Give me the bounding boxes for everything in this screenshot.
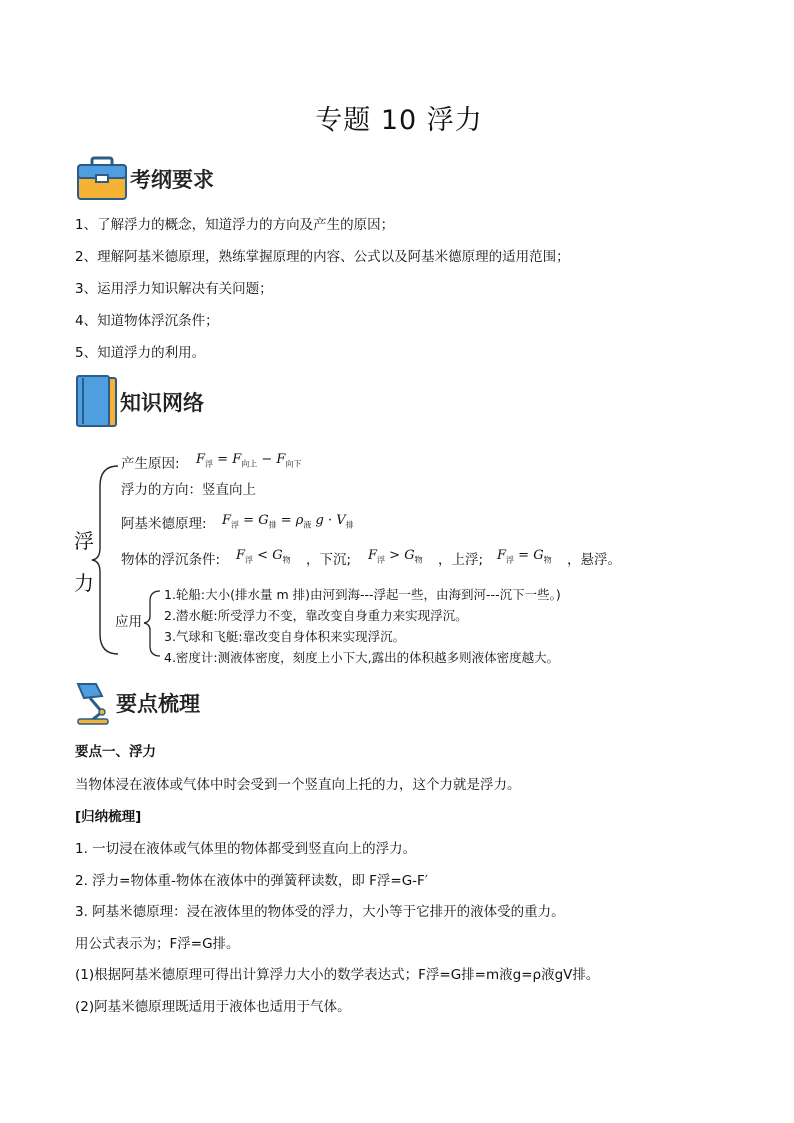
- applications-brace: [144, 591, 160, 656]
- syllabus-item: 1、了解浮力的概念，知道浮力的方向及产生的原因；: [75, 217, 395, 233]
- section-points-title: 要点梳理: [116, 692, 200, 716]
- suspend-formula: $F_浮 = G_物$: [497, 548, 552, 565]
- point-definition: 当物体浸在液体或气体中时会受到一个竖直向上托的力，这个力就是浮力。: [75, 777, 521, 793]
- application-item: 1.轮船:大小(排水量 m 排)由河到海---浮起一些，由海到河---沉下一些。): [164, 587, 561, 602]
- application-item: 3.气球和飞艇:靠改变自身体积来实现浮沉。: [164, 629, 406, 644]
- sink-outcome: ，下沉;: [306, 552, 352, 568]
- section-points-header: [72, 680, 200, 726]
- rise-outcome: ，上浮;: [438, 552, 484, 568]
- summary-line: (1)根据阿基米德原理可得出计算浮力大小的数学表达式；F浮=G排=m液g=ρ液gV排。: [75, 967, 600, 983]
- syllabus-item: 3、运用浮力知识解决有关问题；: [75, 281, 273, 297]
- summary-line: 用公式表示为；F浮=G排。: [75, 936, 240, 952]
- application-item: 2.潜水艇:所受浮力不变，靠改变自身重力来实现浮沉。: [164, 608, 468, 623]
- desk-lamp-icon: [72, 680, 116, 726]
- section-syllabus-title: 考纲要求: [130, 168, 214, 192]
- summary-line: 1. 一切浸在液体或气体里的物体都受到竖直向上的浮力。: [75, 841, 417, 857]
- archimedes-formula: $F_浮 = G_排 = \rho_液$ $g \cdot V_排$: [222, 513, 354, 530]
- summary-line: 2. 浮力=物体重-物体在液体中的弹簧秤读数，即 F浮=G-F′: [75, 873, 428, 889]
- suspend-outcome: ，悬浮。: [567, 552, 621, 568]
- cause-label: 产生原因:: [121, 456, 180, 472]
- applications-label: 应用: [115, 614, 142, 630]
- summary-line: 3. 阿基米德原理：浸在液体里的物体受的浮力，大小等于它排开的液体受的重力。: [75, 904, 565, 920]
- sink-label: 物体的浮沉条件:: [121, 552, 221, 568]
- syllabus-item: 4、知道物体浮沉条件；: [75, 313, 219, 329]
- page-title: 专题 10 浮力: [315, 105, 483, 136]
- network-root-char: 浮: [74, 529, 94, 553]
- syllabus-item: 5、知道浮力的利用。: [75, 345, 206, 361]
- cause-formula: $F_浮 = F_{向上} - F_{向下}$: [196, 452, 302, 469]
- network-root-char: 力: [74, 571, 94, 595]
- direction-line: 浮力的方向：竖直向上: [121, 482, 256, 498]
- rise-formula: $F_浮 > G_物$: [368, 548, 423, 565]
- archimedes-label: 阿基米德原理:: [121, 516, 207, 532]
- application-item: 4.密度计:测液体密度，刻度上小下大,露出的体积越多则液体密度越大。: [164, 650, 560, 665]
- sink-formula: $F_浮 < G_物$: [236, 548, 291, 565]
- section-network-title: 知识网络: [120, 391, 204, 415]
- summary-label: [归纳梳理]: [75, 809, 142, 825]
- point-title: 要点一、浮力: [75, 744, 156, 760]
- syllabus-item: 2、理解阿基米德原理，熟练掌握原理的内容、公式以及阿基米德原理的适用范围；: [75, 249, 570, 265]
- summary-line: (2)阿基米德原理既适用于液体也适用于气体。: [75, 999, 351, 1015]
